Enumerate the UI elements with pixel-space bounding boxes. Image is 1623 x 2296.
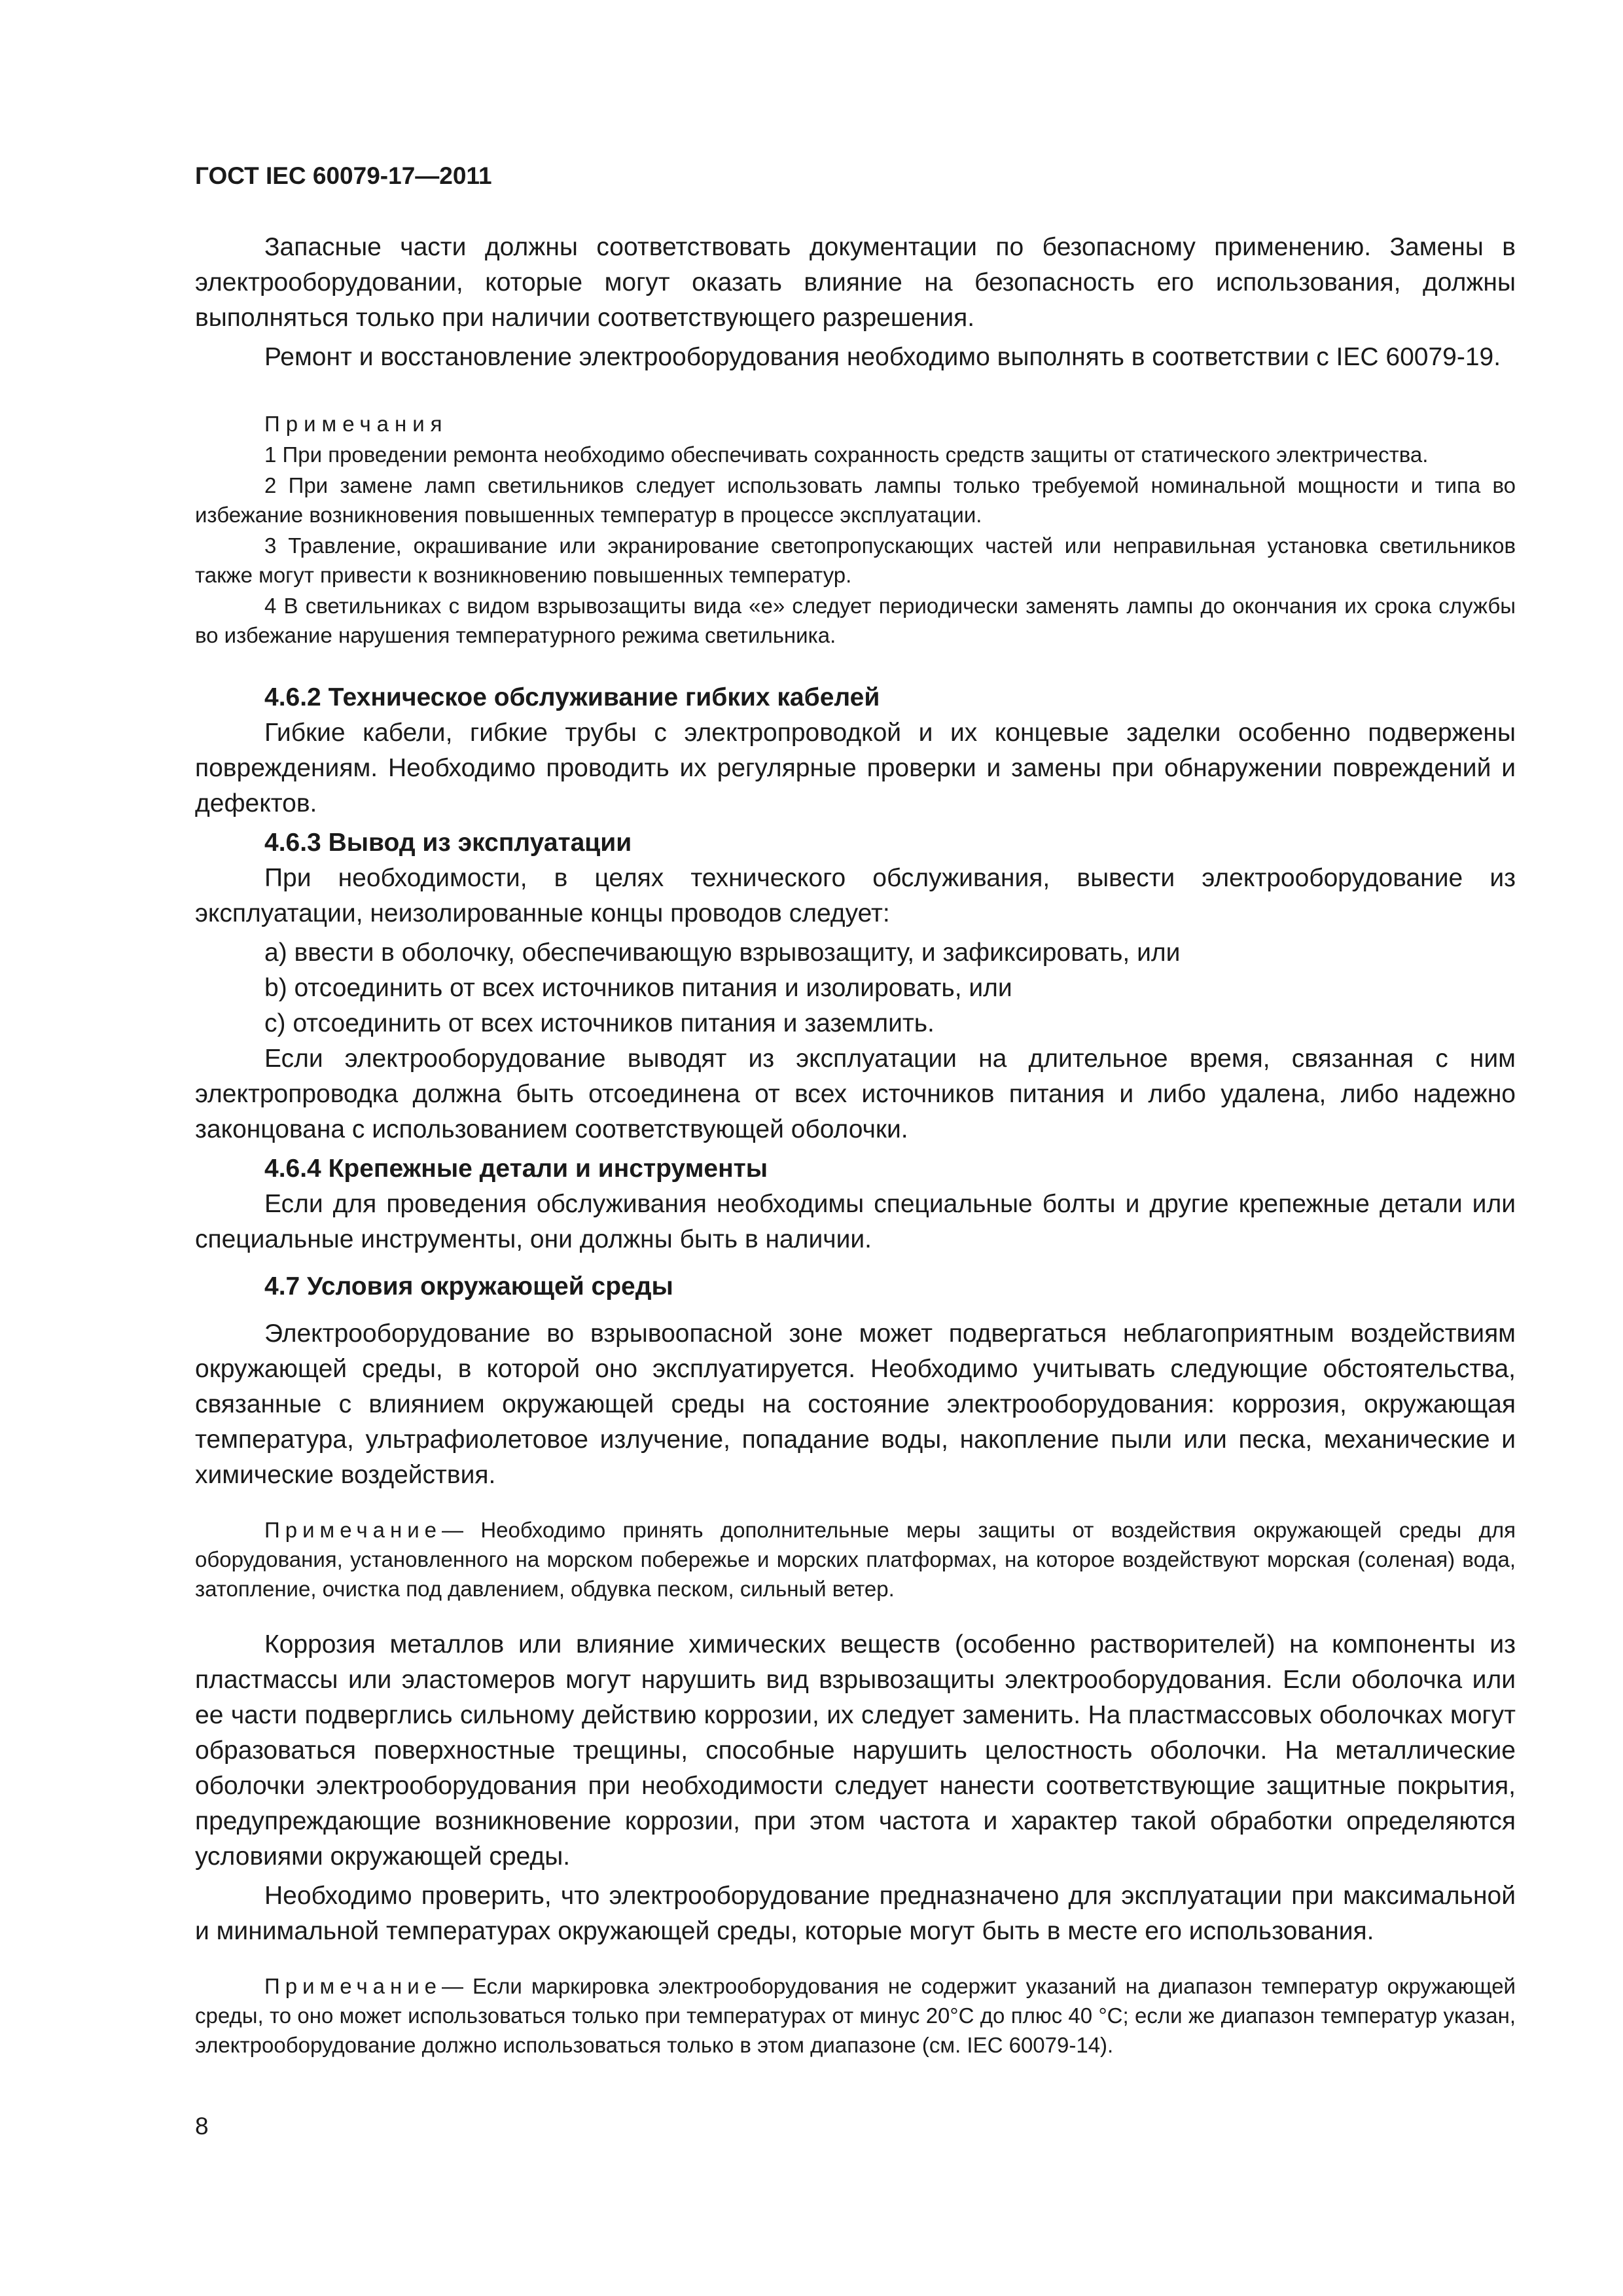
section-heading-4-6-3: 4.6.3 Вывод из эксплуатации [264, 829, 632, 857]
list-item-a: a) ввести в оболочку, обеспечивающую взрывозащиту, и зафиксировать, или [264, 939, 1181, 967]
note-label: Примечание [264, 1518, 442, 1542]
document-page [195, 160, 1516, 2083]
list-item-c: c) отсоединить от всех источников питания и заземлить. [264, 1009, 935, 1037]
section-heading-4-6-2: 4.6.2 Техническое обслуживание гибких кабелей [264, 683, 880, 711]
note-item-2: 2 При замене ламп светильников следует использовать лампы только требуемой номинальной мощности и типа во избежание возникновения повышенных температур в процессе эксплуатации. [195, 473, 1516, 527]
note-environment [195, 1515, 1516, 1604]
document-code-header: ГОСТ IEC 60079-17—2011 [195, 162, 492, 189]
paragraph-decommission-intro: При необходимости, в целях технического обслуживания, вывести электрооборудование из эксплуатации, неизолированные концы проводов следует: [195, 864, 1516, 927]
note-label: Примечание [264, 1974, 442, 1998]
note-item-3: 3 Травление, окрашивание или экранирование светопропускающих частей или неправильная установка светильников также могут привести к возникновению повышенных температур. [195, 533, 1516, 587]
paragraph-spare-parts: Запасные части должны соответствовать документации по безопасному применению. Замены в электрооборудовании, которые могут оказать влияние на безопасность его использования, должны выполняться только при наличии соответствующего разрешения. [195, 233, 1516, 332]
paragraph-temperature: Необходимо проверить, что электрооборудование предназначено для эксплуатации при максимальной и минимальной температурах окружающей среды, которые могут быть в месте его использования. [195, 1882, 1516, 1945]
page-number: 8 [195, 2113, 209, 2140]
paragraph-fasteners: Если для проведения обслуживания необходимы специальные болты и другие крепежные детали или специальные инструменты, они должны быть в наличии. [195, 1190, 1516, 1253]
paragraph-repair: Ремонт и восстановление электрооборудования необходимо выполнять в соответствии с IEC 60079-19. [264, 343, 1501, 371]
note-item-4: 4 В светильниках с видом взрывозащиты вида «е» следует периодически заменять лампы до окончания их срока службы во избежание нарушения температурного режима светильника. [195, 594, 1516, 647]
list-item-b: b) отсоединить от всех источников питания и изолировать, или [264, 974, 1012, 1002]
paragraph-flexible-cables: Гибкие кабели, гибкие трубы с электропроводкой и их концевые заделки особенно подвержены повреждениям. Необходимо проводить их регулярные проверки и замены при обнаружении повреждений и дефектов. [195, 719, 1516, 817]
notes-block [195, 409, 1516, 650]
note-text: — Необходимо принять дополнительные меры защиты от воздействия окружающей среды для оборудования, установленного на морском побережье и морских платформах, на которое воздействуют морская (соленая) вода, затопление, очистка под давлением, обдувка песком, сильный ветер. [195, 1518, 1516, 1601]
paragraph-decommission-closing: Если электрооборудование выводят из эксплуатации на длительное время, связанная с ним электропроводка должна быть отсоединена от всех источников питания и либо удалена, либо надежно законцована с использованием соответствующей оболочки. [195, 1045, 1516, 1143]
note-temperature [195, 1971, 1516, 2060]
paragraph-corrosion: Коррозия металлов или влияние химических веществ (особенно растворителей) на компоненты из пластмассы или эластомеров могут нарушить вид взрывозащиты электрооборудования. Если оболочка или ее части подверглись сильному действию коррозии, их следует заменить. На пластмассовых оболочках могут образоваться поверхностные трещины, способные нарушить целостность оболочки. На металлические оболочки электрооборудования при необходимости следует нанести соответствующие защитные покрытия, предупреждающие возникновение коррозии, при этом частота и характер такой обработки определяются условиями окружающей среды. [195, 1630, 1516, 1871]
paragraph-environment: Электрооборудование во взрывоопасной зоне может подвергаться неблагоприятным воздействиям окружающей среды, в которой оно эксплуатируется. Необходимо учитывать следующие обстоятельства, связанные с влиянием окружающей среды на состояние электрооборудования: коррозия, окружающая температура, ультрафиолетовое излучение, попадание воды, накопление пыли или песка, механические и химические воздействия. [195, 1319, 1516, 1489]
note-item-1: 1 При проведении ремонта необходимо обеспечивать сохранность средств защиты от статического электричества. [264, 442, 1429, 467]
note-text: — Если маркировка электрооборудования не содержит указаний на диапазон температур окружающей среды, то оно может использоваться только при температурах от минус 20°С до плюс 40 °С; если же диапазон температур указан, электрооборудование должно использоваться только в этом диапазоне (см. IEC 60079-14). [195, 1974, 1516, 2057]
section-heading-4-6-4: 4.6.4 Крепежные детали и инструменты [264, 1155, 768, 1183]
section-heading-4-7: 4.7 Условия окружающей среды [264, 1272, 673, 1300]
notes-title: Примечания [264, 412, 448, 436]
